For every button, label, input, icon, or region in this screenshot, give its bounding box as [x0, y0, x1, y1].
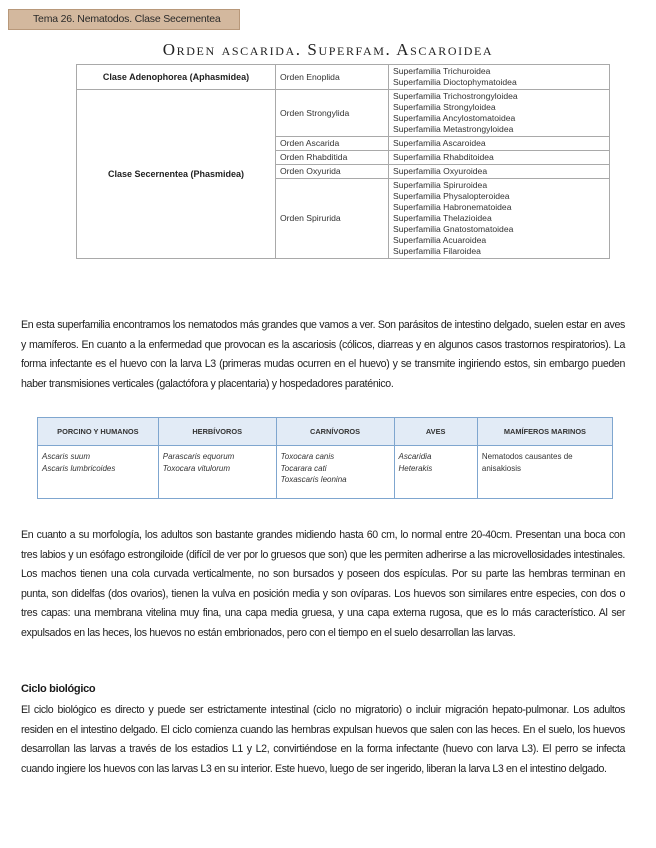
class-name-cell: Clase Secernentea (Phasmidea): [77, 90, 276, 259]
hosts-cell: [276, 446, 394, 499]
class-name-cell: Clase Adenophorea (Aphasmidea): [77, 65, 276, 90]
superfamily-name: Superfamilia Oxyuroidea: [393, 166, 488, 176]
superfamily-cell: [389, 165, 610, 179]
hosts-cell: [158, 446, 276, 499]
species-name: Ascaris lumbricoides: [42, 463, 116, 473]
superfamily-name: Superfamilia Physalopteroidea: [393, 191, 510, 201]
species-name: Toxocara vitulorum: [162, 463, 231, 473]
page-title: Orden ascarida. Superfam. Ascaroidea: [162, 40, 494, 59]
superfamily-name: Superfamilia Gnatostomatoidea: [393, 224, 514, 234]
hosts-header-cell: AVES: [394, 418, 477, 446]
intro-paragraph: En esta superfamilia encontramos los nematodos más grandes que vamos a ver. Son parásitos de intestino delgado, suelen estar en aves y mamíferos. En cuanto a la enfermedad que provocan es la ascariosis (cólicos, diarreas y en algunos casos trastornos respiratorios). La forma infectante es el huevo con la larva L3 (primeras mudas ocurren en el huevo) y se transmite ingiriendo estos, sin embargo pueden haber transmisiones verticales (galactófora y placentaria) y hospedadores paraténico.: [21, 319, 625, 390]
species-name: Heterakis: [398, 463, 433, 473]
order-name-cell: Orden Rhabditida: [276, 151, 389, 165]
superfamily-name: Superfamilia Trichostrongyloidea: [393, 91, 518, 101]
chapter-header-tab: [8, 9, 240, 30]
hosts-header-cell: MAMÍFEROS MARINOS: [477, 418, 612, 446]
species-name: Toxocara canis: [280, 452, 335, 461]
superfamily-name: Superfamilia Dioctophymatoidea: [393, 77, 517, 87]
superfamily-cell: [389, 65, 610, 90]
hosts-cell: [477, 446, 612, 499]
superfamily-cell: [389, 179, 610, 259]
hosts-cell: [394, 446, 477, 499]
species-name: Ascaridia: [398, 452, 432, 461]
species-name: Ascaris suum: [42, 452, 91, 461]
superfamily-cell: [389, 137, 610, 151]
hosts-table-row: [38, 446, 613, 499]
superfamily-name: Superfamilia Thelazioidea: [393, 213, 492, 223]
order-name-cell: Orden Ascarida: [276, 137, 389, 151]
hosts-header-cell: HERBÍVOROS: [158, 418, 276, 446]
hosts-table-header-row: [38, 418, 613, 446]
superfamily-name: Superfamilia Filaroidea: [393, 246, 481, 256]
species-name: Tocarara cati: [280, 463, 327, 473]
superfamily-cell: [389, 151, 610, 165]
order-name-cell: Orden Spirurida: [276, 179, 389, 259]
superfamily-name: Superfamilia Trichuroidea: [393, 66, 491, 76]
superfamily-name: Superfamilia Acuaroidea: [393, 235, 487, 245]
superfamily-name: Superfamilia Habronematoidea: [393, 202, 512, 212]
hosts-header-cell: PORCINO Y HUMANOS: [38, 418, 159, 446]
species-name: Nematodos causantes de anisakiosis: [481, 452, 573, 473]
superfamily-name: Superfamilia Strongyloidea: [393, 102, 496, 112]
superfamily-name: Superfamilia Spiruroidea: [393, 180, 488, 190]
order-name-cell: Orden Strongylida: [276, 90, 389, 137]
superfamily-name: Superfamilia Rhabditoidea: [393, 152, 494, 162]
taxonomy-table: [76, 64, 610, 259]
taxonomy-row: [77, 65, 610, 90]
species-name: Toxascaris leonina: [280, 475, 347, 484]
hosts-cell: [38, 446, 159, 499]
taxonomy-row: [77, 90, 610, 137]
superfamily-cell: [389, 90, 610, 137]
order-name-cell: Orden Oxyurida: [276, 165, 389, 179]
order-name-cell: Orden Enoplida: [276, 65, 389, 90]
superfamily-name: Superfamilia Ascaroidea: [393, 138, 486, 148]
superfamily-name: Superfamilia Ancylostomatoidea: [393, 113, 516, 123]
hosts-header-cell: CARNÍVOROS: [276, 418, 394, 446]
superfamily-name: Superfamilia Metastrongyloidea: [393, 124, 514, 134]
morphology-paragraph: En cuanto a su morfología, los adultos son bastante grandes midiendo hasta 60 cm, lo normal entre 20-40cm. Presentan una boca con tres labios y un esófago estrongiloide (difícil de ver por lo gruesos que son) que les permiten adherirse a las microvellosidades intestinales. Los machos tienen una cola curvada verticalmente, no son bursados y poseen dos espículas. Por su parte las hembras terminan en punta, son didelfas (dos ovarios), tienen la vulva en posición media y son ovíparas. Los huevos son similares entre especies, con dos o tres capas: una membrana vitelina muy fina, una capa media gruesa, y una capa externa rugosa, que es lo más característico. Al ser expulsados en las heces, los huevos no están embrionados, pero con el tiempo en el suelo desarrollan las larvas.: [21, 529, 625, 639]
hosts-table: [37, 417, 613, 499]
species-name: Parascaris equorum: [162, 452, 235, 461]
taxonomy-table-body: [77, 65, 610, 259]
cycle-paragraph: El ciclo biológico es directo y puede ser estrictamente intestinal (ciclo no migratorio) o incluir migración hepato-pulmonar. Los adultos residen en el intestino delgado. El ciclo comienza cuando las hembras expulsan huevos que salen con las heces. En el suelo, los huevos desarrollan las larvas a través de los estadios L1 y L2, convirtiéndose en la forma infectante (huevo con larva L3). El perro se infecta cuando ingiere los huevos con las larvas L3 en su interior. Este huevo, luego de ser ingerido, liberan la larva L3 en el intestino delgado.: [21, 704, 625, 775]
section-title: Ciclo biológico: [21, 683, 96, 695]
chapter-header-label: Tema 26. Nematodos. Clase Secernentea: [33, 13, 221, 25]
